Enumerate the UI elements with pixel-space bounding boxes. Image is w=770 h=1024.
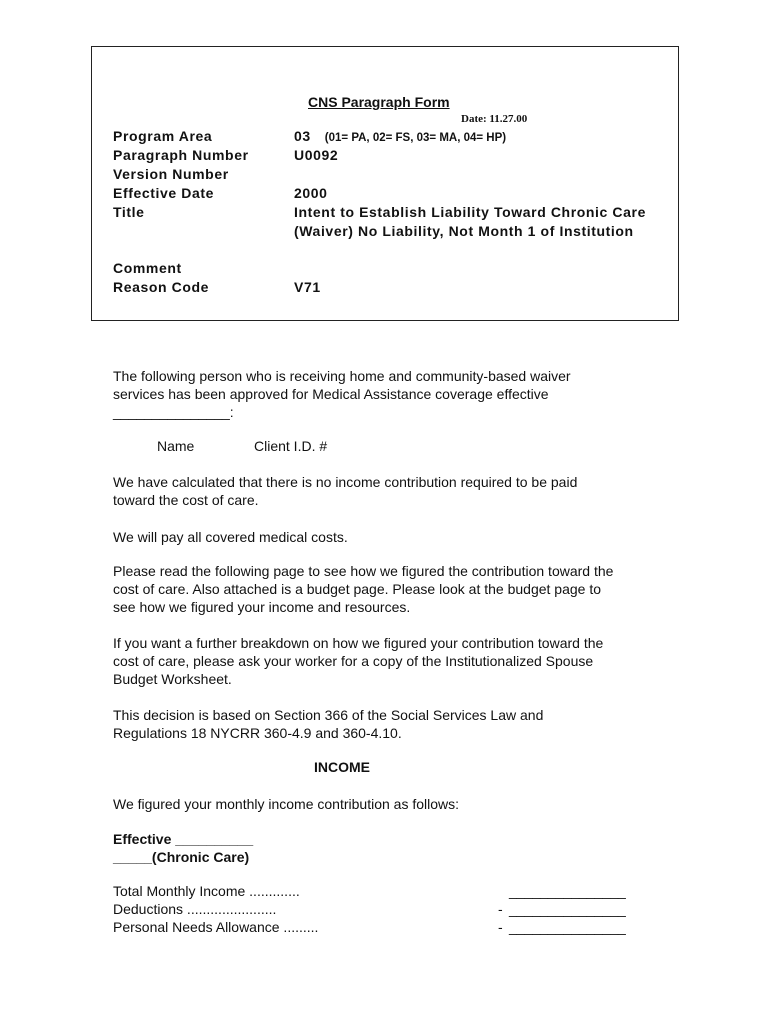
deductions-blank: _______________ bbox=[509, 901, 626, 917]
client-id-label: Client I.D. # bbox=[254, 438, 328, 454]
read-line-1: Please read the following page to see how we figured the contribution toward the bbox=[113, 563, 614, 579]
contribution-line-2: toward the cost of care. bbox=[113, 492, 259, 508]
contribution-line-1: We have calculated that there is no income contribution required to be paid bbox=[113, 474, 578, 490]
personal-needs-minus: - bbox=[498, 919, 503, 935]
form-title: CNS Paragraph Form bbox=[308, 94, 450, 110]
comment-label: Comment bbox=[113, 260, 182, 276]
breakdown-line-1: If you want a further breakdown on how we figured your contribution toward the bbox=[113, 635, 604, 651]
effective-line: Effective __________ bbox=[113, 831, 254, 847]
effective-date-blank: _______________: bbox=[113, 404, 234, 420]
personal-needs-allowance-blank: _______________ bbox=[509, 919, 626, 935]
reason-code-value: V71 bbox=[294, 279, 321, 295]
form-date: Date: 11.27.00 bbox=[461, 113, 528, 125]
intro-paragraph bbox=[113, 367, 673, 421]
costs-line: We will pay all covered medical costs. bbox=[113, 529, 348, 545]
effective-date-value: 2000 bbox=[294, 185, 328, 201]
decision-paragraph bbox=[113, 706, 673, 742]
breakdown-paragraph bbox=[113, 634, 673, 688]
paragraph-number-value: U0092 bbox=[294, 147, 339, 163]
deductions-label: Deductions ....................... bbox=[113, 901, 277, 917]
total-monthly-income-blank: _______________ bbox=[509, 883, 626, 899]
breakdown-line-3: Budget Worksheet. bbox=[113, 671, 232, 687]
costs-paragraph bbox=[113, 528, 673, 546]
figured-paragraph bbox=[113, 795, 673, 813]
read-line-3: see how we figured your income and resources. bbox=[113, 599, 411, 615]
effective-block bbox=[113, 830, 673, 866]
program-area-code: 03 bbox=[294, 128, 311, 144]
breakdown-line-2: cost of care, please ask your worker for a copy of the Institutionalized Spouse bbox=[113, 653, 594, 669]
intro-line-2: services has been approved for Medical Assistance coverage effective bbox=[113, 386, 549, 402]
total-monthly-income-label: Total Monthly Income ............. bbox=[113, 883, 300, 899]
read-line-2: cost of care. Also attached is a budget page. Please look at the budget page to bbox=[113, 581, 602, 597]
name-label: Name bbox=[157, 438, 195, 454]
program-area-value bbox=[294, 127, 506, 148]
version-number-label: Version Number bbox=[113, 166, 229, 182]
figured-line: We figured your monthly income contribution as follows: bbox=[113, 796, 460, 812]
title-value: Intent to Establish Liability Toward Chronic Care (Waiver) No Liability, Not Month 1 of Institution bbox=[294, 204, 646, 239]
program-area-label: Program Area bbox=[113, 128, 213, 144]
program-area-note: (01= PA, 02= FS, 03= MA, 04= HP) bbox=[324, 132, 507, 144]
title-label: Title bbox=[113, 204, 145, 220]
decision-line-2: Regulations 18 NYCRR 360-4.9 and 360-4.10. bbox=[113, 725, 402, 741]
paragraph-number-label: Paragraph Number bbox=[113, 147, 249, 163]
contribution-paragraph bbox=[113, 473, 673, 509]
read-paragraph bbox=[113, 562, 673, 616]
intro-line-1: The following person who is receiving home and community-based waiver bbox=[113, 368, 571, 384]
effective-date-label: Effective Date bbox=[113, 185, 214, 201]
income-heading: INCOME bbox=[314, 759, 370, 775]
deductions-minus: - bbox=[498, 901, 503, 917]
chronic-care-line: _____(Chronic Care) bbox=[113, 849, 250, 865]
decision-line-1: This decision is based on Section 366 of the Social Services Law and bbox=[113, 707, 544, 723]
reason-code-label: Reason Code bbox=[113, 279, 210, 295]
personal-needs-allowance-label: Personal Needs Allowance ......... bbox=[113, 919, 319, 935]
